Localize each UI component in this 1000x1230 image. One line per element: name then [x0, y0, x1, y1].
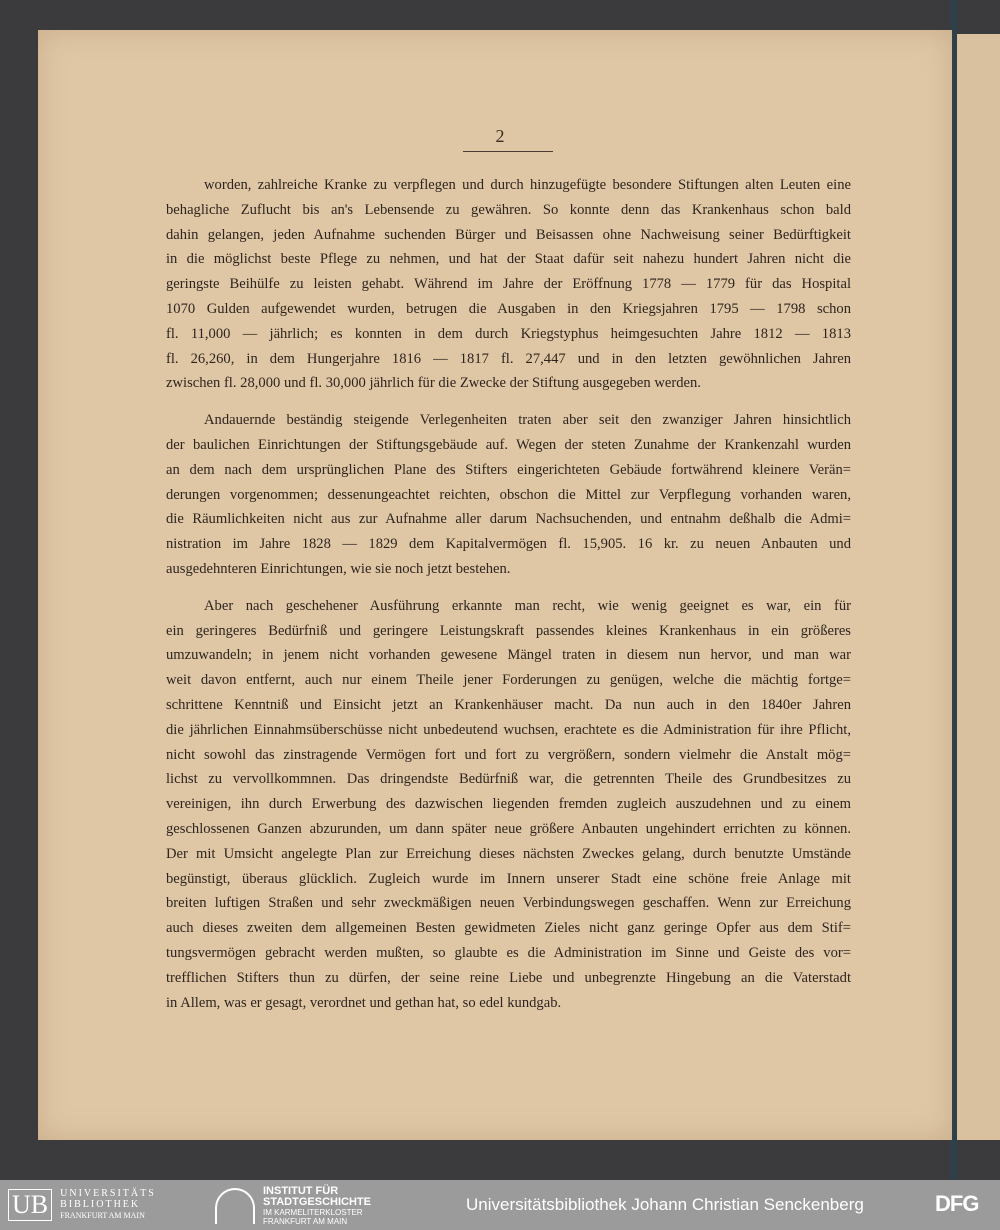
text-line: trefflichen Stifters thun zu dürfen, der seine reine Liebe und unbegrenzte Hingebung an die Vaterstadt	[166, 969, 851, 986]
text-line: in Allem, was er gesagt, verordnet und gethan hat, so edel kundgab.	[166, 994, 562, 1011]
text-line: tungsvermögen gebracht werden mußten, so glaubte es die Administration im Sinne und Geiste des vor=	[166, 944, 851, 961]
text-line: derungen vorgenommen; dessenungeachtet reichten, obschon die Mittel zur Verpflegung vorhanden waren,	[166, 486, 851, 503]
text-line: die Räumlichkeiten nicht aus zur Aufnahme aller darum Nachsuchenden, und entnahm deßhalb die Admi=	[166, 511, 851, 528]
ub-logo-line: UNIVERSITÄTS	[60, 1188, 156, 1199]
arch-icon	[215, 1188, 255, 1224]
text-line: ausgedehnteren Einrichtungen, wie sie noch jetzt bestehen.	[166, 560, 511, 577]
isg-logo-line: STADTGESCHICHTE	[263, 1196, 371, 1208]
body-text	[166, 173, 851, 1027]
dfg-logo[interactable]: DFG	[935, 1191, 979, 1216]
library-name-link[interactable]: Universitätsbibliothek Johann Christian Senckenberg	[466, 1195, 864, 1214]
text-line: begünstigt, überaus glücklich. Zugleich wurde im Innern unserer Stadt eine schöne freie Anlage mit	[166, 870, 851, 887]
text-line: behagliche Zuflucht bis an's Lebensende zu gewähren. So konnte denn das Krankenhaus schon bald	[166, 201, 851, 218]
isg-logo[interactable]	[215, 1186, 371, 1226]
text-line: Der mit Umsicht angelegte Plan zur Erreichung dieses nächsten Zweckes gelang, durch benutzte Umstände	[166, 845, 851, 862]
paragraph	[166, 408, 851, 582]
text-line: dahin gelangen, jeden Aufnahme suchenden Bürger und Beisassen ohne Nachweisung seiner Bedürftigkeit	[166, 226, 851, 243]
text-line: nicht sowohl das zinstragende Vermögen fort und fort zu vergrößern, sondern vielmehr die Anstalt mög=	[166, 746, 851, 763]
text-line: an dem nach dem ursprünglichen Plane des Stifters eingerichteten Gebäude fortwährend kleinere Verän=	[166, 461, 851, 478]
text-line: geringste Beihülfe zu leisten gehabt. Während im Jahre der Eröffnung 1778 — 1779 für das Hospital	[166, 276, 851, 293]
text-line: in die möglichst beste Pflege zu nehmen, und hat der Staat dafür seit nahezu hundert Jahren nicht die	[166, 251, 851, 268]
ub-logo-mark: UB	[8, 1189, 52, 1221]
isg-logo-line: FRANKFURT AM MAIN	[263, 1217, 348, 1226]
isg-logo-line: INSTITUT FÜR	[263, 1185, 339, 1197]
text-line: umzuwandeln; in jenem nicht vorhanden gewesene Mängel traten in diesem nun hervor, und man war	[166, 647, 851, 664]
footer-bar	[0, 1180, 1000, 1230]
text-line: der baulichen Einrichtungen der Stiftungsgebäude auf. Wegen der steten Zunahme der Krankenzahl wurden	[166, 436, 851, 453]
text-line: fl. 26,260, in dem Hungerjahre 1816 — 1817 fl. 27,447 und in den letzten gewöhnlichen Jahren	[166, 350, 851, 367]
text-line: schrittene Kenntniß und Einsicht jetzt an Krankenhäuser macht. Da nun auch in den 1840er Jahren	[166, 696, 851, 713]
text-line: breiten luftigen Straßen und sehr zweckmäßigen neuen Verbindungswegen geschaffen. Wenn zur Erreichung	[166, 895, 851, 912]
text-line: zwischen fl. 28,000 und fl. 30,000 jährlich für die Zwecke der Stiftung ausgegeben werden.	[166, 375, 701, 392]
adjacent-page-edge	[957, 34, 1000, 1140]
ub-logo-line: FRANKFURT AM MAIN	[60, 1211, 145, 1220]
text-line: 1070 Gulden aufgewendet wurden, betrugen die Ausgaben in den Kriegsjahren 1795 — 1798 schon	[166, 300, 851, 317]
text-line: weit davon entfernt, auch nur einem Theile jener Forderungen zu genügen, welche die mächtig fortge=	[166, 672, 851, 689]
text-line: die jährlichen Einnahmsüberschüsse nicht unbedeutend wuchsen, erachtete es die Administration für ihre Pflicht,	[166, 721, 851, 738]
page-number-rule	[463, 151, 553, 152]
text-line: Andauernde beständig steigende Verlegenheiten traten aber seit den zwanziger Jahren hinsichtlich	[204, 412, 851, 429]
text-line: fl. 11,000 — jährlich; es konnten in dem durch Kriegstyphus heimgesuchten Jahre 1812 — 1813	[166, 325, 851, 342]
text-line: nistration im Jahre 1828 — 1829 dem Kapitalvermögen fl. 15,905. 16 kr. zu neuen Anbauten und	[166, 536, 851, 553]
paragraph	[166, 173, 851, 396]
text-line: worden, zahlreiche Kranke zu verpflegen und durch hinzugefügte besondere Stiftungen alten Leuten eine	[204, 177, 851, 193]
text-line: vereinigen, ihn durch Erwerbung des dazwischen liegenden fremden zugleich auszudehnen und zu einem	[166, 796, 851, 813]
text-line: geschlossenen Ganzen abzurunden, um dann später neue größere Anbauten ungehindert errichten zu können.	[166, 820, 851, 837]
page-number: 2	[495, 126, 505, 146]
ub-logo-line: BIBLIOTHEK	[60, 1199, 141, 1210]
text-line: Aber nach geschehener Ausführung erkannte man recht, wie wenig geeignet es war, ein für	[204, 597, 851, 614]
text-line: lichst zu vervollkommnen. Das dringendste Bedürfniß war, die getrennten Theile des Grundbesitzes zu	[166, 771, 851, 788]
text-line: auch dieses zweiten dem allgemeinen Besten gewidmeten Zieles nicht ganz geringe Opfer aus dem Stif=	[166, 920, 851, 937]
isg-logo-line: IM KARMELITERKLOSTER	[263, 1208, 363, 1217]
ub-logo[interactable]	[8, 1188, 156, 1221]
paragraph	[166, 594, 851, 1016]
text-line: ein geringeres Bedürfniß und geringere Leistungskraft passendes kleines Krankenhaus in ein größeres	[166, 622, 851, 639]
